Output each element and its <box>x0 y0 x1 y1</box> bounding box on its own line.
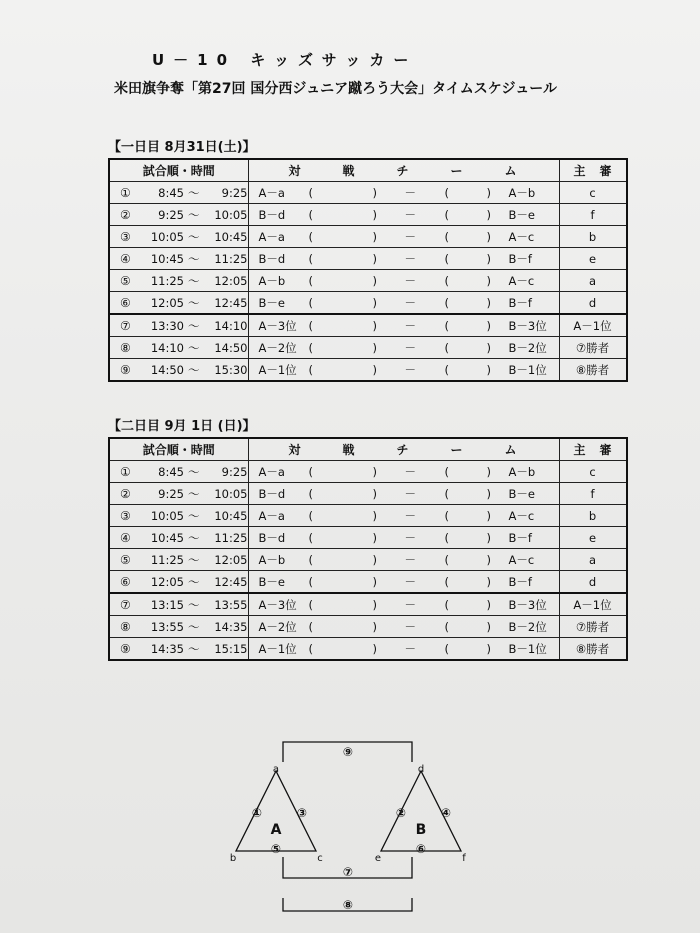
day1-label: 【一日目 8月31日(土)】 <box>108 140 256 155</box>
start-time: 14:10 <box>150 340 184 355</box>
home-team: A－a <box>258 464 285 479</box>
open-paren: ( <box>444 508 449 523</box>
match-number: ⑨ <box>120 362 131 377</box>
open-paren: ( <box>444 229 449 244</box>
close-paren: ) <box>486 508 491 523</box>
referee-cell: ⑧勝者 <box>559 359 627 382</box>
versus-dash: － <box>404 273 416 288</box>
start-time: 10:05 <box>150 508 184 523</box>
match-number: ④ <box>120 251 131 266</box>
team-e-label: e <box>374 853 382 864</box>
home-team: A－2位 <box>258 619 297 634</box>
open-paren: ( <box>444 362 449 377</box>
tilde: ～ <box>188 362 200 377</box>
bracket-match-5: ⑤ <box>270 842 282 856</box>
open-paren: ( <box>308 318 313 333</box>
bracket-match-2: ② <box>395 806 407 820</box>
home-team: A－b <box>258 552 286 567</box>
open-paren: ( <box>444 207 449 222</box>
away-team: B－3位 <box>508 597 547 612</box>
open-paren: ( <box>308 552 313 567</box>
end-time: 11:25 <box>214 530 248 545</box>
team-c-label: c <box>317 853 323 864</box>
versus-dash: － <box>404 207 416 222</box>
versus-dash: － <box>404 295 416 310</box>
home-team: B－d <box>258 530 286 545</box>
page-subtitle: 米田旗争奪「第27回 国分西ジュニア蹴ろう大会」タイムスケジュール <box>114 81 557 97</box>
match-number: ① <box>120 185 131 200</box>
open-paren: ( <box>444 273 449 288</box>
away-team: B－2位 <box>508 619 547 634</box>
home-team: B－e <box>258 295 285 310</box>
versus-dash: － <box>404 552 416 567</box>
referee-cell: a <box>559 270 627 292</box>
team-b-label: b <box>229 853 237 864</box>
away-team: B－3位 <box>508 318 547 333</box>
open-paren: ( <box>444 552 449 567</box>
close-paren: ) <box>486 207 491 222</box>
bracket-match-6: ⑥ <box>415 842 427 856</box>
close-paren: ) <box>486 530 491 545</box>
start-time: 9:25 <box>158 486 184 501</box>
close-paren: ) <box>372 207 377 222</box>
bracket-match-3: ③ <box>296 806 308 820</box>
end-time: 12:05 <box>214 552 248 567</box>
away-team: B－e <box>508 207 535 222</box>
referee-cell: e <box>559 527 627 549</box>
open-paren: ( <box>308 641 313 656</box>
open-paren: ( <box>308 362 313 377</box>
tilde: ～ <box>188 508 200 523</box>
versus-dash: － <box>404 464 416 479</box>
home-team: A－1位 <box>258 641 297 656</box>
close-paren: ) <box>486 273 491 288</box>
header-match: 対戦チーム <box>248 438 559 461</box>
team-d-label: d <box>417 764 425 775</box>
away-team: A－b <box>508 464 536 479</box>
close-paren: ) <box>486 251 491 266</box>
referee-cell: e <box>559 248 627 270</box>
open-paren: ( <box>308 185 313 200</box>
open-paren: ( <box>444 295 449 310</box>
end-time: 15:30 <box>214 362 248 377</box>
start-time: 10:05 <box>150 229 184 244</box>
end-time: 11:25 <box>214 251 248 266</box>
referee-cell: d <box>559 571 627 594</box>
tilde: ～ <box>188 597 200 612</box>
match-number: ④ <box>120 530 131 545</box>
referee-cell: b <box>559 505 627 527</box>
team-a-label: a <box>272 764 280 775</box>
tilde: ～ <box>188 318 200 333</box>
referee-cell: b <box>559 226 627 248</box>
end-time: 9:25 <box>221 464 248 479</box>
tilde: ～ <box>188 185 200 200</box>
tilde: ～ <box>188 552 200 567</box>
end-time: 10:45 <box>214 229 248 244</box>
end-time: 10:05 <box>214 207 248 222</box>
close-paren: ) <box>486 597 491 612</box>
referee-cell: c <box>559 461 627 483</box>
tilde: ～ <box>188 464 200 479</box>
referee-cell: c <box>559 182 627 204</box>
home-team: B－d <box>258 486 286 501</box>
tilde: ～ <box>188 486 200 501</box>
referee-cell: f <box>559 483 627 505</box>
close-paren: ) <box>486 464 491 479</box>
bracket-match-8: ⑧ <box>342 898 354 912</box>
match-number: ⑦ <box>120 597 131 612</box>
start-time: 13:30 <box>150 318 184 333</box>
header-time: 試合順・時間 <box>109 159 248 182</box>
away-team: A－b <box>508 185 536 200</box>
away-team: B－2位 <box>508 340 547 355</box>
open-paren: ( <box>444 486 449 501</box>
referee-cell: ⑦勝者 <box>559 616 627 638</box>
group-b-label: B <box>415 822 427 838</box>
group-a-label: A <box>270 822 282 838</box>
tilde: ～ <box>188 340 200 355</box>
referee-cell: f <box>559 204 627 226</box>
close-paren: ) <box>486 340 491 355</box>
away-team: B－1位 <box>508 641 547 656</box>
versus-dash: － <box>404 229 416 244</box>
day2-label: 【二日目 9月 1日 (日)】 <box>108 419 256 434</box>
start-time: 8:45 <box>158 185 184 200</box>
start-time: 10:45 <box>150 251 184 266</box>
match-number: ② <box>120 207 131 222</box>
open-paren: ( <box>444 619 449 634</box>
match-number: ⑤ <box>120 273 131 288</box>
close-paren: ) <box>486 185 491 200</box>
open-paren: ( <box>308 251 313 266</box>
versus-dash: － <box>404 362 416 377</box>
home-team: A－a <box>258 229 285 244</box>
start-time: 9:25 <box>158 207 184 222</box>
close-paren: ) <box>486 619 491 634</box>
open-paren: ( <box>308 229 313 244</box>
match-number: ⑧ <box>120 340 131 355</box>
match-number: ⑥ <box>120 574 131 589</box>
start-time: 11:25 <box>150 552 184 567</box>
match-number: ⑨ <box>120 641 131 656</box>
versus-dash: － <box>404 597 416 612</box>
away-team: B－f <box>508 574 532 589</box>
tilde: ～ <box>188 295 200 310</box>
header-referee: 主審 <box>559 159 627 182</box>
team-f-label: f <box>462 853 466 864</box>
close-paren: ) <box>372 340 377 355</box>
open-paren: ( <box>308 619 313 634</box>
versus-dash: － <box>404 508 416 523</box>
end-time: 12:45 <box>214 295 248 310</box>
start-time: 14:50 <box>150 362 184 377</box>
header-match: 対戦チーム <box>248 159 559 182</box>
open-paren: ( <box>444 340 449 355</box>
close-paren: ) <box>372 641 377 656</box>
bracket-match-9: ⑨ <box>342 745 354 759</box>
referee-cell: A－1位 <box>559 314 627 337</box>
match-number: ① <box>120 464 131 479</box>
referee-cell: ⑦勝者 <box>559 337 627 359</box>
close-paren: ) <box>372 597 377 612</box>
open-paren: ( <box>308 508 313 523</box>
home-team: A－a <box>258 508 285 523</box>
header-time: 試合順・時間 <box>109 438 248 461</box>
bracket-match-4: ④ <box>440 806 452 820</box>
match-number: ② <box>120 486 131 501</box>
start-time: 14:35 <box>150 641 184 656</box>
end-time: 14:10 <box>214 318 248 333</box>
versus-dash: － <box>404 318 416 333</box>
versus-dash: － <box>404 530 416 545</box>
end-time: 12:05 <box>214 273 248 288</box>
home-team: A－b <box>258 273 286 288</box>
home-team: A－2位 <box>258 340 297 355</box>
tilde: ～ <box>188 574 200 589</box>
open-paren: ( <box>308 207 313 222</box>
open-paren: ( <box>444 597 449 612</box>
close-paren: ) <box>372 295 377 310</box>
away-team: A－c <box>508 273 535 288</box>
open-paren: ( <box>444 574 449 589</box>
away-team: A－c <box>508 229 535 244</box>
versus-dash: － <box>404 251 416 266</box>
close-paren: ) <box>486 295 491 310</box>
open-paren: ( <box>308 574 313 589</box>
open-paren: ( <box>308 597 313 612</box>
close-paren: ) <box>372 530 377 545</box>
close-paren: ) <box>372 574 377 589</box>
start-time: 12:05 <box>150 574 184 589</box>
away-team: A－c <box>508 508 535 523</box>
open-paren: ( <box>308 464 313 479</box>
referee-cell: A－1位 <box>559 593 627 616</box>
close-paren: ) <box>372 318 377 333</box>
close-paren: ) <box>486 486 491 501</box>
end-time: 12:45 <box>214 574 248 589</box>
open-paren: ( <box>308 486 313 501</box>
close-paren: ) <box>372 251 377 266</box>
open-paren: ( <box>308 340 313 355</box>
away-team: B－f <box>508 530 532 545</box>
start-time: 12:05 <box>150 295 184 310</box>
tilde: ～ <box>188 530 200 545</box>
end-time: 14:35 <box>214 619 248 634</box>
tilde: ～ <box>188 251 200 266</box>
open-paren: ( <box>444 530 449 545</box>
versus-dash: － <box>404 619 416 634</box>
versus-dash: － <box>404 185 416 200</box>
match-number: ⑤ <box>120 552 131 567</box>
open-paren: ( <box>444 641 449 656</box>
close-paren: ) <box>486 641 491 656</box>
close-paren: ) <box>372 486 377 501</box>
end-time: 10:45 <box>214 508 248 523</box>
start-time: 13:15 <box>150 597 184 612</box>
close-paren: ) <box>372 552 377 567</box>
bracket-match-1: ① <box>251 806 263 820</box>
header-referee: 主審 <box>559 438 627 461</box>
match-number: ③ <box>120 508 131 523</box>
referee-cell: a <box>559 549 627 571</box>
end-time: 9:25 <box>221 185 248 200</box>
versus-dash: － <box>404 641 416 656</box>
away-team: B－e <box>508 486 535 501</box>
home-team: A－3位 <box>258 318 297 333</box>
tilde: ～ <box>188 273 200 288</box>
end-time: 14:50 <box>214 340 248 355</box>
close-paren: ) <box>372 464 377 479</box>
start-time: 13:55 <box>150 619 184 634</box>
start-time: 11:25 <box>150 273 184 288</box>
open-paren: ( <box>444 251 449 266</box>
end-time: 10:05 <box>214 486 248 501</box>
start-time: 10:45 <box>150 530 184 545</box>
close-paren: ) <box>486 574 491 589</box>
close-paren: ) <box>486 552 491 567</box>
close-paren: ) <box>372 508 377 523</box>
close-paren: ) <box>486 318 491 333</box>
bracket-match-7: ⑦ <box>342 865 354 879</box>
end-time: 13:55 <box>214 597 248 612</box>
open-paren: ( <box>444 464 449 479</box>
versus-dash: － <box>404 574 416 589</box>
referee-cell: d <box>559 292 627 315</box>
home-team: A－a <box>258 185 285 200</box>
away-team: B－1位 <box>508 362 547 377</box>
open-paren: ( <box>308 273 313 288</box>
close-paren: ) <box>372 273 377 288</box>
match-number: ⑥ <box>120 295 131 310</box>
match-number: ③ <box>120 229 131 244</box>
away-team: B－f <box>508 251 532 266</box>
tilde: ～ <box>188 641 200 656</box>
close-paren: ) <box>372 229 377 244</box>
open-paren: ( <box>308 530 313 545</box>
away-team: B－f <box>508 295 532 310</box>
close-paren: ) <box>486 229 491 244</box>
home-team: B－e <box>258 574 285 589</box>
away-team: A－c <box>508 552 535 567</box>
versus-dash: － <box>404 340 416 355</box>
page-title: U－10 キッズサッカー <box>152 51 418 69</box>
referee-cell: ⑧勝者 <box>559 638 627 661</box>
home-team: B－d <box>258 207 286 222</box>
close-paren: ) <box>372 619 377 634</box>
open-paren: ( <box>308 295 313 310</box>
tilde: ～ <box>188 619 200 634</box>
home-team: A－1位 <box>258 362 297 377</box>
open-paren: ( <box>444 185 449 200</box>
end-time: 15:15 <box>214 641 248 656</box>
tilde: ～ <box>188 229 200 244</box>
close-paren: ) <box>372 185 377 200</box>
close-paren: ) <box>372 362 377 377</box>
match-number: ⑦ <box>120 318 131 333</box>
tilde: ～ <box>188 207 200 222</box>
match-number: ⑧ <box>120 619 131 634</box>
start-time: 8:45 <box>158 464 184 479</box>
open-paren: ( <box>444 318 449 333</box>
versus-dash: － <box>404 486 416 501</box>
close-paren: ) <box>486 362 491 377</box>
home-team: B－d <box>258 251 286 266</box>
home-team: A－3位 <box>258 597 297 612</box>
